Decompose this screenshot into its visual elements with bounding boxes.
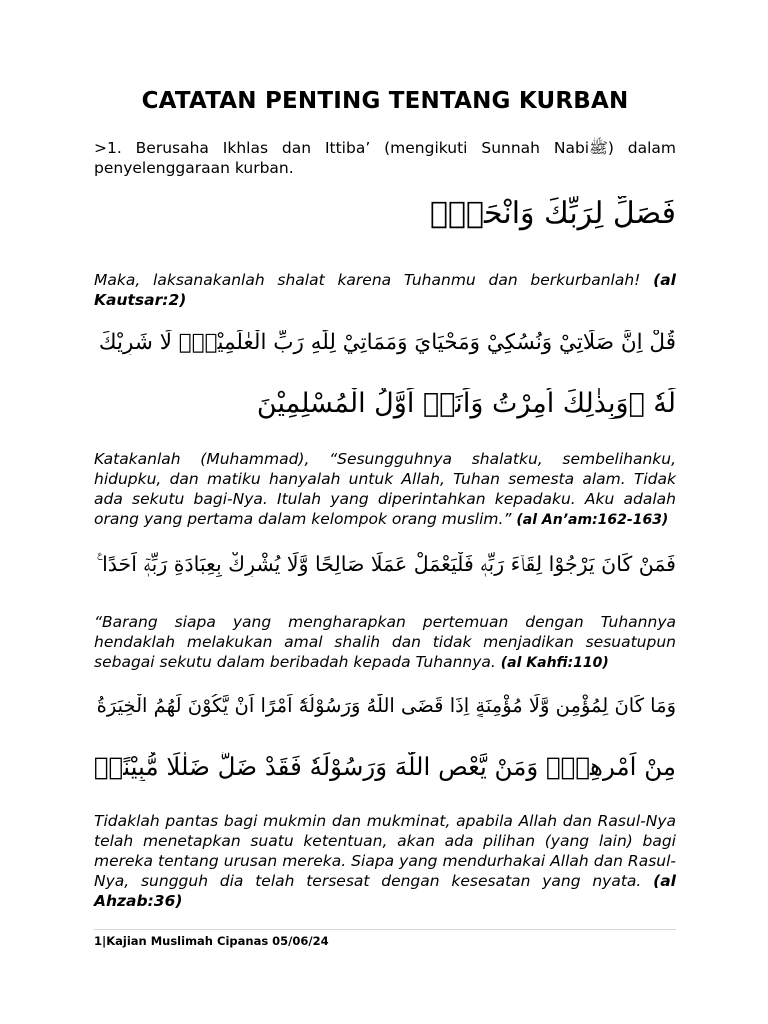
translation-kautsar-text: Maka, laksanakanlah shalat karena Tuhanmu dan berkurbanlah! bbox=[94, 271, 641, 289]
ref-ahzab-part2: Ahzab:36) bbox=[94, 892, 183, 910]
arabic-verse-kautsar: فَصَلِّ لِرَبِّكَ وَانْحَرْۗ bbox=[429, 196, 676, 231]
ref-anam: (al An’am:162-163) bbox=[516, 512, 669, 528]
arabic-verse-kahfi: فَمَنْ كَانَ يَرْجُوْا لِقَاۤءَ رَبِّهٖ فَلْيَعْمَلْ عَمَلًا صَالِحًا وَّلَا يُشْرِكْ بِعِبَادَةِ رَبِّهٖٓ اَحَدًا ࣖ bbox=[96, 552, 676, 576]
arabic-verse-anam-line-2: لَهٗ ۚوَبِذٰلِكَ اُمِرْتُ وَاَنَا۠ اَوَّلُ الْمُسْلِمِيْنَ bbox=[256, 388, 676, 419]
translation-kahfi-line-3: sebagai sekutu dalam beribadah kepada Tuhannya. bbox=[94, 653, 496, 671]
translation-anam bbox=[94, 449, 676, 530]
arabic-verse-ahzab-line-2: مِنْ اَمْرِهِمْۗ وَمَنْ يَّعْصِ اللّٰهَ وَرَسُوْلَهٗ فَقَدْ ضَلَّ ضَلٰلًا مُّبِيْنًاۗ bbox=[94, 752, 676, 781]
ref-kahfi: (al Kahfi:110) bbox=[500, 655, 609, 671]
page-footer: 1|Kajian Muslimah Cipanas 05/06/24 bbox=[94, 934, 329, 948]
footer-divider bbox=[94, 929, 676, 930]
arabic-verse-ahzab-line-1: وَمَا كَانَ لِمُؤْمِنٍ وَّلَا مُؤْمِنَةٍ اِذَا قَضَى اللّٰهُ وَرَسُوْلُهٗٓ اَمْرًا اَنْ يَّكُوْنَ لَهُمُ الْخِيَرَةُ bbox=[96, 694, 676, 717]
ref-ahzab-part1: (al bbox=[653, 872, 676, 890]
translation-ahzab-line-1: Tidaklah pantas bagi mukmin dan mukminat, apabila Allah dan Rasul-Nya bbox=[94, 812, 676, 830]
translation-anam-line-2: hidupku, dan matiku hanyalah untuk Allah, Tuhan semesta alam. Tidak bbox=[94, 470, 676, 488]
intro-line-2: penyelenggaraan kurban. bbox=[94, 159, 294, 177]
translation-anam-line-1: Katakanlah (Muhammad), “Sesungguhnya shalatku, sembelihanku, bbox=[94, 450, 676, 468]
intro-line-1: >1. Berusaha Ikhlas dan Ittiba’ (mengikuti Sunnah Nabiﷺ) dalam bbox=[94, 139, 677, 157]
arabic-verse-anam-line-1: قُلْ اِنَّ صَلَاتِيْ وَنُسُكِيْ وَمَحْيَايَ وَمَمَاتِيْ لِلّٰهِ رَبِّ الْعٰلَمِيْنَۙ لَا شَرِيْكَ bbox=[98, 330, 676, 355]
intro-paragraph bbox=[94, 138, 676, 178]
translation-ahzab bbox=[94, 811, 676, 911]
translation-ahzab-line-3: mereka tentang urusan mereka. Siapa yang mendurhakai Allah dan Rasul- bbox=[94, 852, 676, 870]
translation-kahfi-line-1: “Barang siapa yang mengharapkan pertemuan dengan Tuhannya bbox=[94, 613, 676, 631]
translation-kahfi-line-2: hendaklah melakukan amal shalih dan tidak menjadikan sesuatupun bbox=[94, 633, 676, 651]
translation-kautsar bbox=[94, 270, 676, 310]
translation-kahfi bbox=[94, 612, 676, 673]
translation-anam-line-3: ada sekutu bagi-Nya. Itulah yang diperintahkan kepadaku. Aku adalah bbox=[94, 490, 676, 508]
translation-ahzab-line-4: Nya, sungguh dia telah tersesat dengan kesesatan yang nyata. bbox=[94, 872, 642, 890]
translation-anam-line-4: orang yang pertama dalam kelompok orang muslim.” bbox=[94, 510, 512, 528]
page-title: CATATAN PENTING TENTANG KURBAN bbox=[141, 88, 629, 114]
ref-kautsar-part1: (al bbox=[653, 271, 676, 289]
translation-ahzab-line-2: telah menetapkan suatu ketentuan, akan ada pilihan (yang lain) bagi bbox=[94, 832, 676, 850]
ref-kautsar-part2: Kautsar:2) bbox=[94, 291, 187, 309]
